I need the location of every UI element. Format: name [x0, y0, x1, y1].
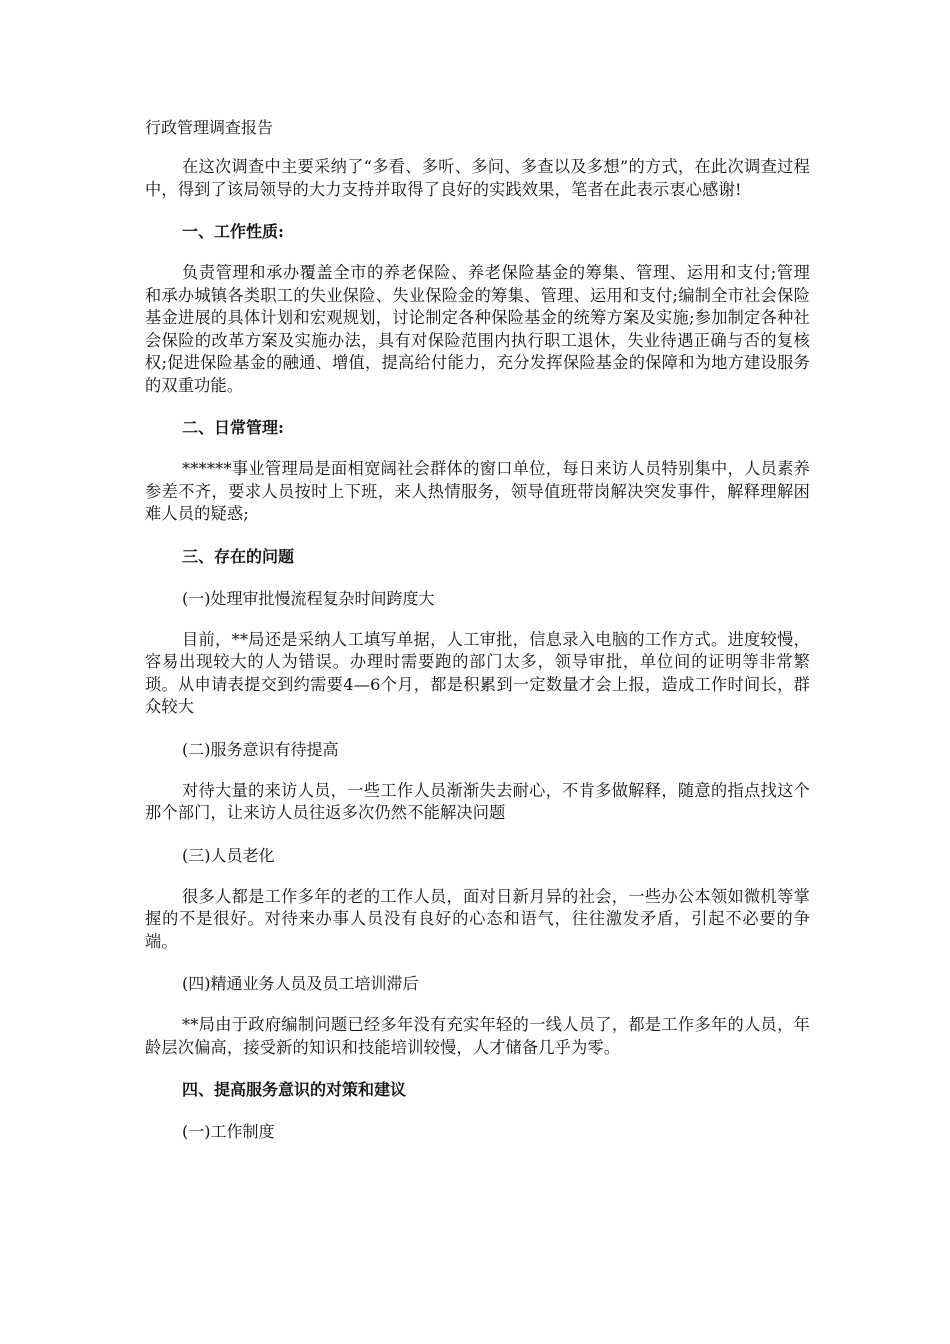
training-lag-paragraph: **局由于政府编制问题已经多年没有充实年轻的一线人员了，都是工作多年的人员，年龄层次偏高，接受新的知识和技能培训较慢，人才储备几乎为零。: [145, 1015, 810, 1057]
intro-paragraph: 在这次调查中主要采纳了“多看、多听、多问、多查以及多想”的方式，在此次调查过程中，得到了该局领导的大力支持并取得了良好的实践效果，笔者在此表示衷心感谢!: [145, 157, 810, 199]
approval-slow-paragraph: 目前，**局还是采纳人工填写单据，人工审批，信息录入电脑的工作方式。进度较慢，容易出现较大的人为错误。办理时需要跑的部门太多，领导审批，单位间的证明等非常繁琐。从申请表提交到约需要4—6个月，都是积累到一定数量才会上报，造成工作时间长，群众较大: [145, 629, 810, 716]
daily-management-paragraph: ******事业管理局是面相宽阔社会群体的窗口单位，每日来访人员特别集中，人员素养参差不齐，要求人员按时上下班，来人热情服务，领导值班带岗解决突发事件，解释理解困难人员的疑惑;: [145, 459, 810, 523]
section-heading-countermeasures: 四、提高服务意识的对策和建议: [182, 1080, 407, 1099]
work-nature-paragraph: 负责管理和承办覆盖全市的养老保险、养老保险基金的筹集、管理、运用和支付;管理和承办城镇各类职工的失业保险、失业保险金的筹集、管理、运用和支付;编制全市社会保险基金进展的具体计划和宏观规划，讨论制定各种保险基金的统筹方案及实施;参加制定各种社会保险的改革方案及实施办法，具有对保险范围内执行职工退休，失业待遇正确与否的复核权;促进保险基金的融通、增值，提高给付能力，充分发挥保险基金的保障和为地方建设服务的双重功能。: [145, 263, 810, 395]
section-heading-daily-management: 二、日常管理:: [182, 418, 284, 437]
subheading-staff-aging: (三)人员老化: [182, 845, 275, 865]
subheading-work-system: (一)工作制度: [182, 1122, 275, 1141]
subheading-approval-slow: (一)处理审批慢流程复杂时间跨度大: [182, 588, 435, 608]
document-page: [145, 116, 810, 1162]
staff-aging-paragraph: 很多人都是工作多年的老的工作人员，面对日新月异的社会，一些办公本领如微机等掌握的不是很好。对待来办事人员没有良好的心态和语气，往往激发矛盾，引起不必要的争端。: [145, 886, 810, 951]
subheading-training-lag: (四)精通业务人员及员工培训滞后: [182, 974, 419, 993]
section-heading-problems: 三、存在的问题: [182, 546, 295, 566]
section-heading-work-nature: 一、工作性质:: [182, 222, 284, 241]
service-awareness-paragraph: 对待大量的来访人员，一些工作人员渐渐失去耐心，不肯多做解释，随意的指点找这个那个部门，让来访人员往返多次仍然不能解决问题: [145, 780, 810, 822]
document-title: 行政管理调查报告: [145, 118, 274, 137]
subheading-service-awareness: (二)服务意识有待提高: [182, 739, 339, 759]
